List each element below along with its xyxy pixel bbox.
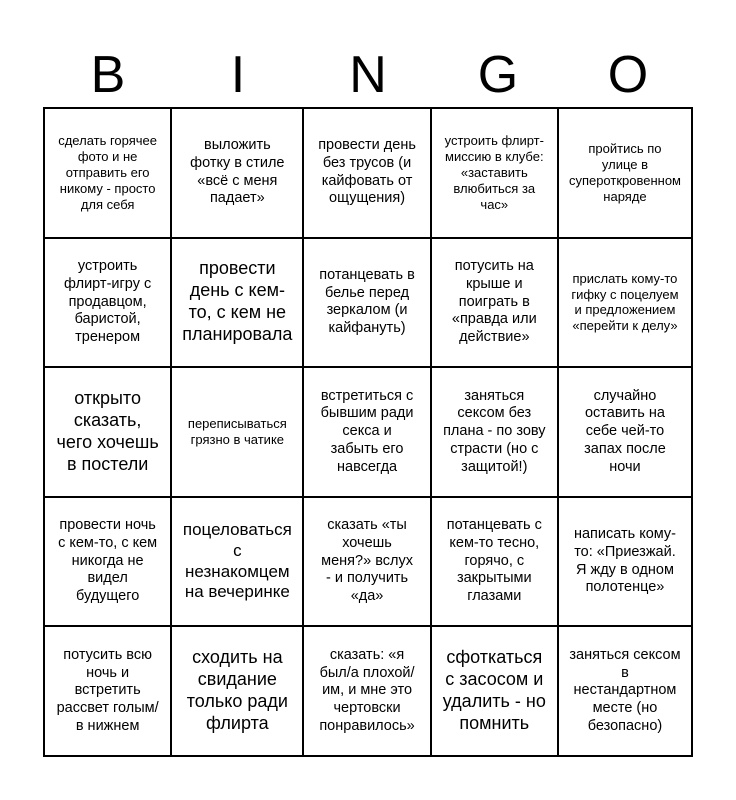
cell-text: поцеловаться с незнакомцем на вечеринке [182,520,292,602]
cell-text: случайно оставить на себе чей-то запах после ночи [584,387,666,475]
title-letter-g: G [477,46,519,104]
bingo-cell[interactable] [44,108,171,238]
bingo-cell[interactable] [171,626,303,756]
bingo-cell[interactable] [171,497,303,627]
bingo-cell[interactable] [431,238,558,368]
title-letter-i: I [230,46,246,104]
cell-text: устроить флирт-игру с продавцом, баристой, тренером [64,258,152,345]
bingo-cell[interactable] [431,626,558,756]
cell-text: пройтись по улице в супероткровенном наряде [568,141,681,204]
cell-text: заняться сексом в нестандартном месте (но безопасно) [569,646,681,734]
bingo-cell[interactable] [558,497,692,627]
title-letter-n: N [349,46,387,104]
bingo-cell[interactable] [303,497,430,627]
bingo-cell[interactable] [303,238,430,368]
cell-text: сказать: «я был/а плохой/им, и мне это чертовски понравилось» [319,646,415,734]
cell-text: сделать горячее фото и не отправить его никому - просто для себя [58,133,158,212]
cell-text: провести ночь с кем-то, с кем никогда не видел будущего [58,517,158,605]
cell-text: выложить фотку в стиле «всё с меня падает» [190,137,285,207]
bingo-cell[interactable] [558,626,692,756]
bingo-grid [43,107,693,757]
bingo-title [43,44,693,106]
title-letter-o: O [607,46,649,104]
bingo-cell[interactable] [171,367,303,497]
cell-text: провести день с кем-то, с кем не планировала [182,258,293,345]
title-letter-b: B [90,46,126,104]
bingo-cell[interactable] [303,108,430,238]
bingo-cell[interactable] [558,238,692,368]
bingo-cell[interactable] [44,497,171,627]
bingo-cell[interactable] [431,108,558,238]
bingo-cell[interactable] [44,367,171,497]
cell-text: сходить на свидание только ради флирта [186,647,288,734]
cell-text: потанцевать с кем-то тесно, горячо, с закрытыми глазами [446,517,542,605]
cell-text: заняться сексом без плана - по зову страсти (но с защитой!) [443,387,546,475]
cell-text: встретиться с бывшим ради секса и забыть его навсегда [320,387,414,475]
cell-text: устроить флирт-миссию в клубе: «заставить влюбиться за час» [444,133,544,212]
cell-text: потусить всю ночь и встретить рассвет голым/в нижнем [56,646,159,734]
cell-text: провести день без трусов (и кайфовать от ощущения) [318,137,416,207]
cell-text: сфоткаться с засосом и удалить - но помнить [442,647,546,734]
bingo-cell[interactable] [558,108,692,238]
cell-text: написать кому-то: «Приезжай. Я жду в одном полотенце» [573,526,676,596]
bingo-cell[interactable] [303,367,430,497]
bingo-cell[interactable] [44,238,171,368]
cell-text: потусить на крыше и поиграть в «правда или действие» [451,258,537,345]
cell-text: сказать «ты хочешь меня?» вслух - и получить «да» [321,517,413,605]
bingo-cell[interactable] [431,497,558,627]
bingo-cell[interactable] [44,626,171,756]
cell-text: потанцевать в белье перед зеркалом (и кайфануть) [319,267,415,337]
cell-text: открыто сказать, чего хочешь в постели [56,388,159,474]
cell-text: переписываться грязно в чатике [187,416,287,447]
bingo-cell[interactable] [303,626,430,756]
bingo-cell[interactable] [171,108,303,238]
cell-text: прислать кому-то гифку с поцелуем и предложением «перейти к делу» [571,270,679,334]
bingo-cell[interactable] [558,367,692,497]
bingo-cell[interactable] [171,238,303,368]
bingo-cell[interactable] [431,367,558,497]
